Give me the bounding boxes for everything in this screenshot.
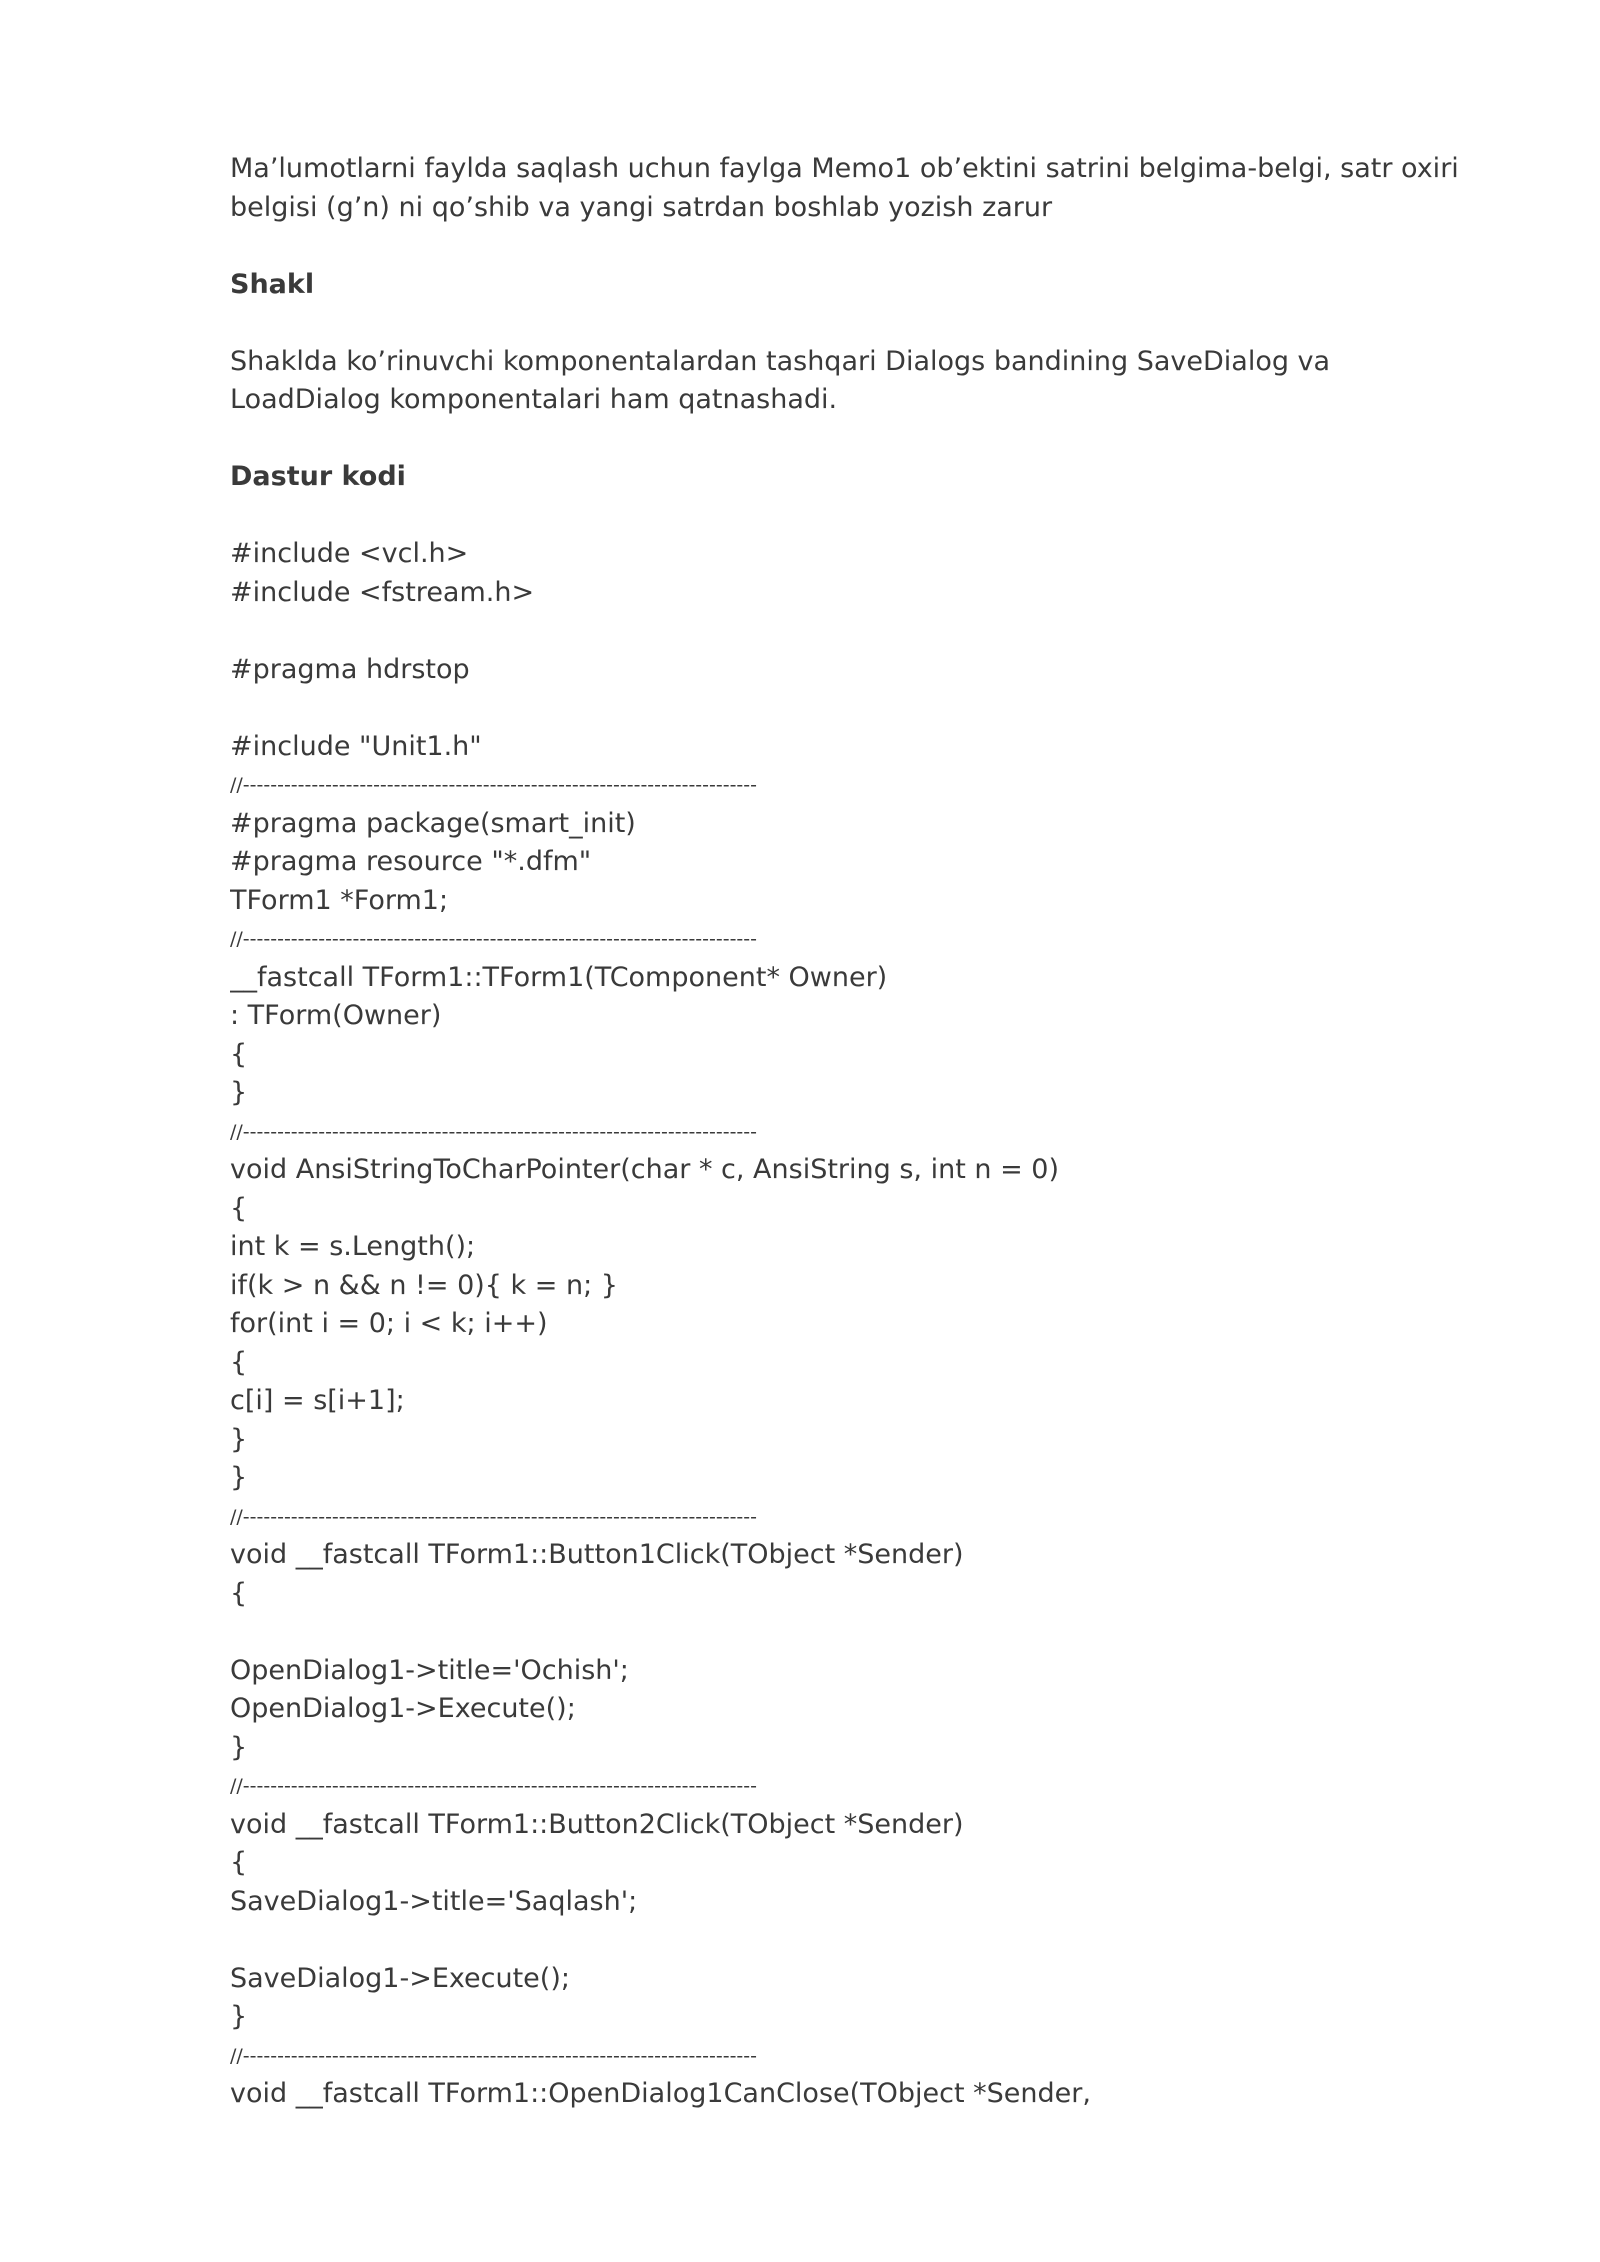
code-line: __fastcall TForm1::TForm1(TComponent* Owner)	[230, 961, 888, 993]
code-line: void __fastcall TForm1::Button2Click(TObject *Sender)	[230, 1808, 964, 1840]
code-separator-line: //---------------------------------------------------------------------------	[230, 1505, 757, 1528]
spacer	[230, 304, 1480, 343]
code-listing	[230, 535, 1480, 2114]
intro-paragraph: Ma’lumotlarni faylda saqlash uchun faylga Memo1 ob’ektini satrini belgima-belgi, satr oxiri belgisi (g’n) ni qo’shib va yangi satrdan boshlab yozish zarur	[230, 153, 1459, 223]
code-line	[230, 1921, 1480, 1960]
code-line: #include "Unit1.h"	[230, 730, 482, 762]
code-line: }	[230, 1462, 248, 1493]
code-line: void __fastcall TForm1::Button1Click(TObject *Sender)	[230, 1539, 964, 1570]
code-line: void __fastcall TForm1::OpenDialog1CanClose(TObject *Sender,	[230, 2078, 1091, 2109]
code-line: #include <fstream.h>	[230, 576, 535, 608]
code-line: void AnsiStringToCharPointer(char * c, AnsiString s, int n = 0)	[230, 1154, 1059, 1185]
code-line: if(k > n && n != 0){ k = n; }	[230, 1269, 618, 1301]
document-page	[230, 150, 1480, 2114]
code-line: #include <vcl.h>	[230, 538, 469, 569]
code-line: : TForm(Owner)	[230, 1000, 442, 1031]
code-line: #pragma package(smart_init)	[230, 807, 636, 839]
code-line: TForm1 *Form1;	[230, 884, 449, 916]
code-separator-line: //---------------------------------------------------------------------------	[230, 928, 757, 950]
code-line: #pragma hdrstop	[230, 653, 470, 685]
form-description-paragraph: Shaklda ko’rinuvchi komponentalardan tashqari Dialogs bandining SaveDialog va LoadDialog komponentalari ham qatnashadi.	[230, 345, 1331, 415]
code-line: }	[230, 1077, 248, 1108]
code-separator-line: //---------------------------------------------------------------------------	[230, 1775, 757, 1797]
code-line: }	[230, 1731, 248, 1763]
section-heading-code: Dastur kodi	[230, 461, 406, 492]
code-separator-line: //---------------------------------------------------------------------------	[230, 774, 757, 796]
code-line: {	[230, 1847, 248, 1878]
spacer	[230, 227, 1480, 266]
code-line	[230, 689, 1480, 728]
code-line: }	[230, 1423, 248, 1455]
code-line: {	[230, 1038, 248, 1070]
spacer	[230, 497, 1480, 536]
code-line	[230, 1613, 1480, 1652]
code-line: OpenDialog1->title='Ochish';	[230, 1654, 629, 1686]
code-line: {	[230, 1577, 248, 1609]
code-line: {	[230, 1346, 248, 1378]
code-line: OpenDialog1->Execute();	[230, 1693, 576, 1724]
code-separator-line: //---------------------------------------------------------------------------	[230, 1120, 757, 1143]
code-line	[230, 612, 1480, 651]
code-line: }	[230, 2001, 248, 2032]
spacer	[230, 420, 1480, 459]
code-line: #pragma resource "*.dfm"	[230, 846, 592, 877]
code-line: int k = s.Length();	[230, 1231, 476, 1262]
code-line: for(int i = 0; i < k; i++)	[230, 1308, 548, 1339]
code-line: SaveDialog1->title='Saqlash';	[230, 1885, 638, 1917]
code-line: SaveDialog1->Execute();	[230, 1962, 570, 1994]
section-heading-shakl: Shakl	[230, 268, 315, 300]
code-line: c[i] = s[i+1];	[230, 1385, 405, 1416]
code-separator-line: //---------------------------------------------------------------------------	[230, 2044, 757, 2067]
code-line: {	[230, 1192, 248, 1224]
